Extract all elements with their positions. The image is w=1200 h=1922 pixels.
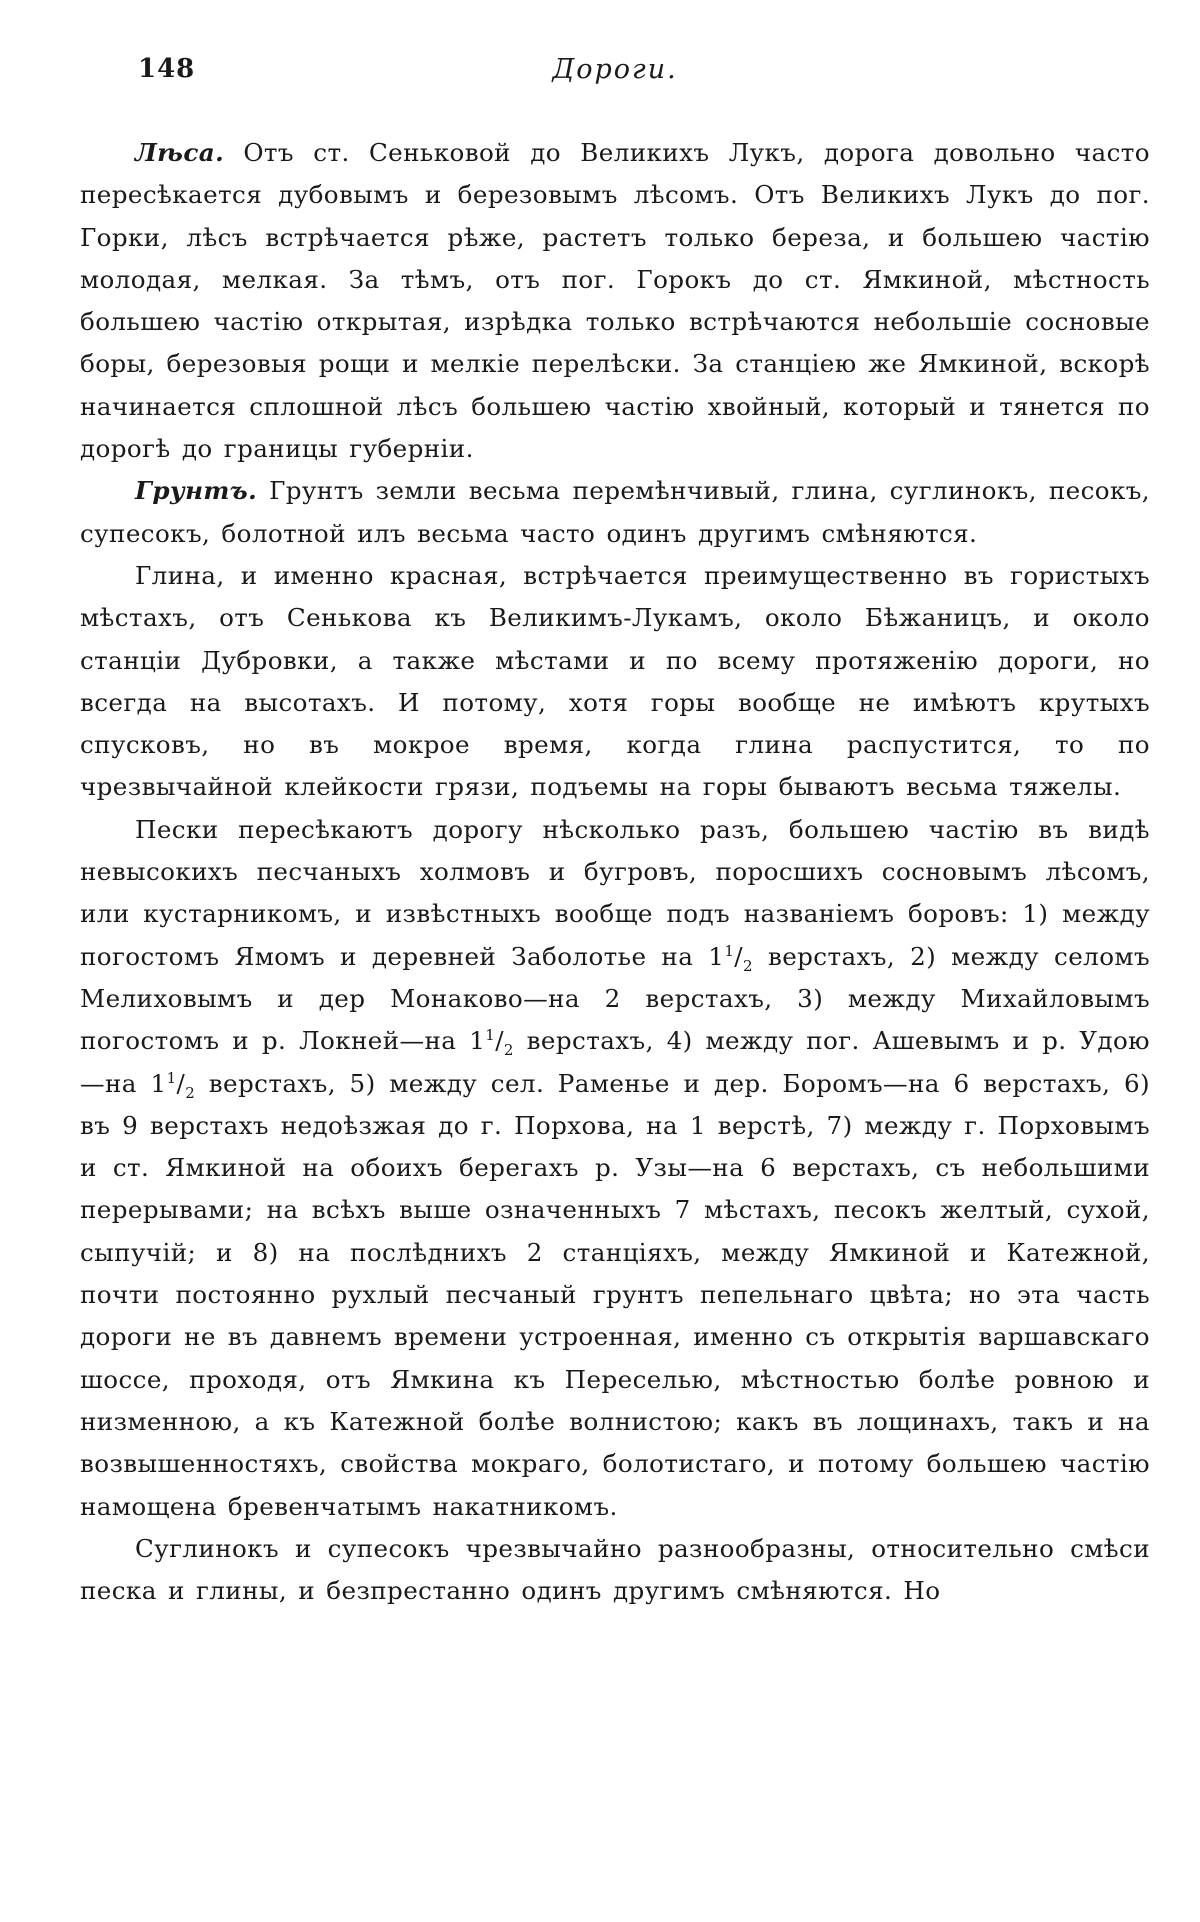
section-term-forests: Лѣса.: [135, 138, 225, 167]
paragraph-soil: [80, 470, 1150, 555]
running-title: Дороги.: [552, 54, 678, 85]
page-header: [80, 54, 1150, 94]
paragraph-text-part: Пески пересѣкаютъ дорогу нѣсколько разъ, большею частію въ видѣ невысокихъ песчаныхъ холмовъ и бугровъ, поросшихъ сосновымъ лѣсомъ, или кустарникомъ, и извѣстныхъ вообще подъ названіемъ боровъ: 1) между погостомъ Ямомъ и деревней Заболотье на: [80, 814, 1150, 971]
paragraph-forests: [80, 132, 1150, 470]
fraction: $1^1/_2$: [469, 1026, 514, 1060]
fraction: $1^1/_2$: [150, 1068, 196, 1102]
paragraph-text: Грунтъ земли весьма перемѣнчивый, глина, суглинокъ, песокъ, супесокъ, болотной илъ весьма часто одинъ другимъ смѣняются.: [80, 476, 1151, 548]
paragraph-clay: [80, 555, 1150, 809]
section-term-soil: Грунтъ.: [135, 476, 258, 506]
paragraph-text: Глина, и именно красная, встрѣчается преимущественно въ гористыхъ мѣстахъ, отъ Сенькова къ Великимъ-Лукамъ, около Бѣжаницъ, и около станціи Дубровки, а также мѣстами и по всему протяженію дороги, но всегда на высотахъ. И потому, хотя горы вообще не имѣютъ крутыхъ спусковъ, но въ мокрое время, когда глина распустится, то по чрезвычайной клейкости грязи, подъемы на горы бываютъ весьма тяжелы.: [80, 560, 1150, 802]
fraction: $1^1/_2$: [708, 941, 753, 975]
paragraph-text-part: верстахъ, 2) между селомъ Мелиховымъ и дер Монаково—на 2 верстахъ, 3) между Михайловымъ погостомъ и р. Локней—на: [80, 941, 1150, 1056]
page-number: 148: [138, 54, 196, 84]
paragraph-text-part: верстахъ, 4) между пог. Ашевымъ и р. Удою—на: [80, 1026, 1150, 1098]
paragraph-text: Суглинокъ и супесокъ чрезвычайно разнообразны, относительно смѣси песка и глины, и безпрестанно одинъ другимъ смѣняются. Но: [80, 1533, 1150, 1606]
paragraph-text-part: верстахъ, 5) между сел. Раменье и дер. Боромъ—на 6 верстахъ, 6) въ 9 верстахъ недоѣзжая до г. Порхова, на 1 верстѣ, 7) между г. Порховымъ и ст. Ямкиной на обоихъ берегахъ р. Узы—на 6 верстахъ, съ небольшими перерывами; на всѣхъ выше означенныхъ 7 мѣстахъ, песокъ желтый, сухой, сыпучій; и 8) на послѣднихъ 2 станціяхъ, между Ямкиной и Катежной, почти постоянно рухлый песчаный грунтъ пепельнаго цвѣта; но эта часть дороги не въ давнемъ времени устроенная, именно съ открытія варшавскаго шоссе, проходя, отъ Ямкина къ Переселью, мѣстностью болѣе ровною и низменною, а къ Катежной болѣе волнистою; какъ въ лощинахъ, такъ и на возвышенностяхъ, свойства мокраго, болотистаго, и потому большею частію намощена бревенчатымъ накатникомъ.: [80, 1068, 1150, 1521]
body-text: [80, 132, 1150, 1612]
paragraph-sands: [80, 809, 1150, 1528]
paragraph-text: Отъ ст. Сеньковой до Великихъ Лукъ, дорога довольно часто пересѣкается дубовымъ и березовымъ лѣсомъ. Отъ Великихъ Лукъ до пог. Горки, лѣсъ встрѣчается рѣже, растетъ только береза, и большею частію молодая, мелкая. За тѣмъ, отъ пог. Горокъ до ст. Ямкиной, мѣстность большею частію открытая, изрѣдка только встрѣчаются небольшіе сосновые боры, березовыя рощи и мелкіе перелѣски. За станціею же Ямкиной, вскорѣ начинается сплошной лѣсъ большею частію хвойный, который и тянется по дорогѣ до границы губерніи.: [80, 138, 1150, 464]
paragraph-loam: [80, 1528, 1150, 1613]
